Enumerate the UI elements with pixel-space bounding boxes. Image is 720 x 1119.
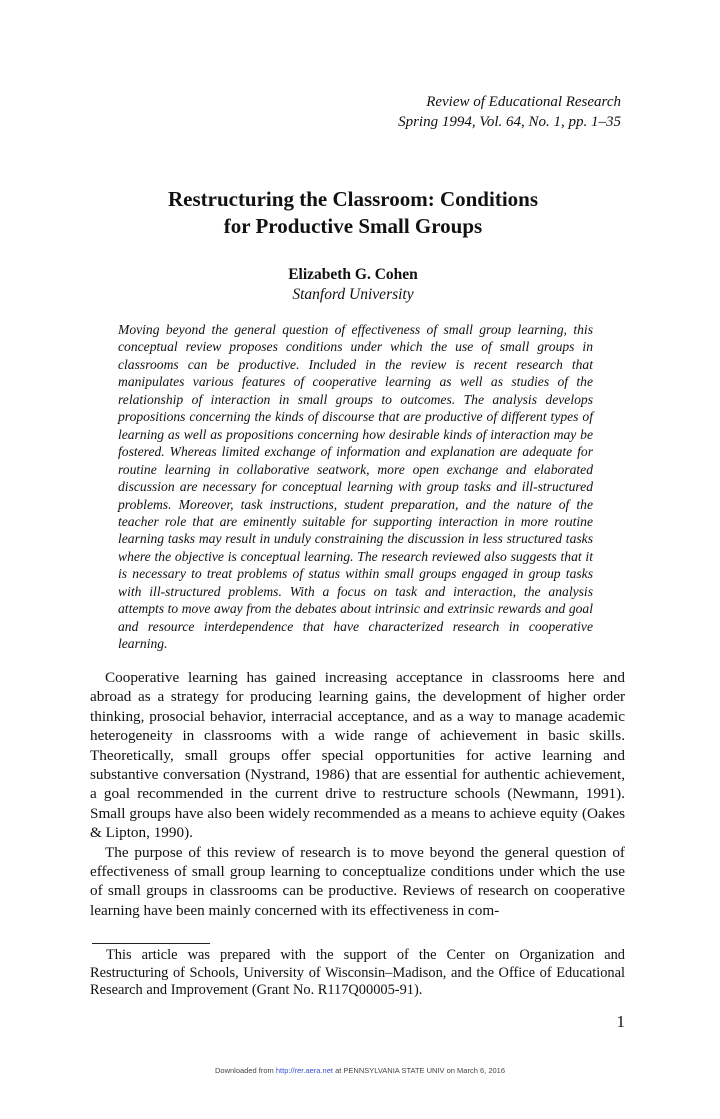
body-text [90,668,625,920]
abstract: Moving beyond the general question of effectiveness of small group learning, this conceptual review proposes conditions under which the use of small groups in classrooms can be productive. Included in the review is recent research that manipulates various features of cooperative learning as well as studies of the relationship of interaction in small groups to outcomes. The analysis develops propositions concerning the kinds of discourse that are productive of different types of learning as well as propositions concerning how desirable kinds of interaction may be fostered. Whereas limited exchange of information and explanation are adequate for routine learning in collaborative seatwork, more open exchange and elaborated discussion are necessary for conceptual learning with group tasks and ill-structured problems. Moreover, task instructions, student preparation, and the nature of the teacher role that are eminently suitable for supporting interaction in more routine learning tasks may result in unduly constraining the discussion in less structured tasks where the objective is conceptual learning. The research reviewed also suggests that it is necessary to treat problems of status within small groups engaged in group tasks with ill-structured problems. With a focus on task and interaction, the analysis attempts to move away from the debates about intrinsic and extrinsic rewards and goal and resource interdependence that have characterized research in cooperative learning. [118,322,593,652]
author-name: Elizabeth G. Cohen [288,266,418,283]
download-link[interactable]: http://rer.aera.net [275,1066,333,1075]
author-block [0,265,706,305]
download-notice [0,1066,720,1075]
article-title [0,186,706,240]
footnote-text: This article was prepared with the support of the Center on Organization and Restructuring of Schools, University of Wisconsin–Madison, and the Office of Educational Research and Improvement (Grant No. R117Q00005-91). [90,947,625,999]
journal-name: Review of Educational Research [426,94,621,110]
body-paragraph-1: Cooperative learning has gained increasing acceptance in classrooms here and abroad as a strategy for producing learning gains, the development of higher order thinking, prosocial behavior, interracial acceptance, and as a way to manage academic heterogeneity in classrooms with a wide range of achievement in basic skills. Theoretically, small groups offer special opportunities for active learning and substantive conversation (Nystrand, 1986) that are essential for authentic achievement, a goal recommended in the current drive to restructure schools (Newmann, 1991). Small groups have also been widely recommended as a means to achieve equity (Oakes & Lipton, 1990). [90,669,625,842]
title-line-1: Restructuring the Classroom: Conditions [167,187,539,211]
journal-issue: Spring 1994, Vol. 64, No. 1, pp. 1–35 [398,114,621,130]
download-suffix: at PENNSYLVANIA STATE UNIV on March 6, 2016 [332,1066,505,1075]
journal-header [398,92,621,132]
body-paragraph-2: The purpose of this review of research is to move beyond the general question of effectiveness of small group learning to conceptualize conditions under which the use of small groups in classrooms can be productive. Reviews of research on cooperative learning have been mainly concerned with its effectiveness in com- [90,843,625,919]
page-number: 1 [616,1012,625,1031]
author-affiliation: Stanford University [292,286,414,303]
title-line-2: for Productive Small Groups [223,214,483,238]
download-prefix: Downloaded from [214,1066,276,1075]
footnote [90,947,625,1000]
footnote-divider [92,943,210,945]
